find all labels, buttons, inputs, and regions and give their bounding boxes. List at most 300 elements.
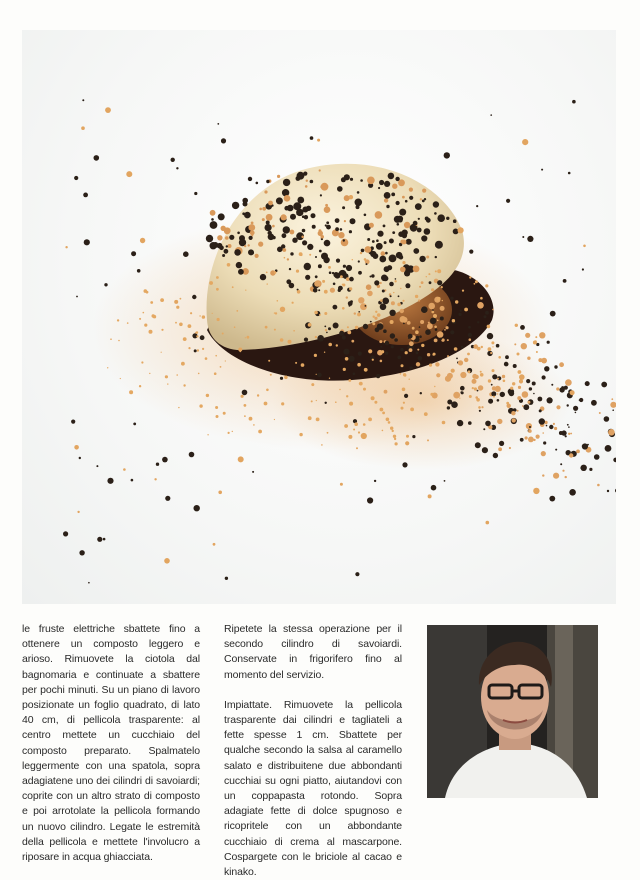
crumb	[415, 295, 418, 298]
crumb	[382, 412, 385, 415]
crumb	[364, 214, 367, 217]
crumb	[276, 197, 283, 204]
crumb	[342, 206, 345, 209]
crumb	[611, 398, 613, 400]
crumb	[419, 286, 421, 288]
crumb	[250, 230, 255, 235]
crumb	[350, 178, 353, 181]
crumb	[283, 179, 290, 186]
crumb	[397, 223, 400, 226]
crumb	[406, 239, 412, 245]
crumb	[390, 427, 393, 430]
crumb	[477, 302, 484, 309]
crumb	[434, 339, 438, 343]
crumb	[421, 235, 427, 241]
crumb	[249, 236, 253, 240]
crumb	[84, 239, 90, 245]
crumb	[253, 424, 255, 426]
crumb	[339, 331, 344, 336]
crumb	[329, 378, 330, 379]
crumb	[503, 380, 506, 383]
crumb	[564, 386, 568, 390]
crumb	[477, 390, 479, 392]
crumb	[424, 228, 431, 235]
crumb	[296, 176, 301, 181]
crumb	[345, 357, 349, 361]
crumb	[374, 280, 379, 285]
crumb	[437, 320, 439, 322]
crumb	[333, 283, 336, 286]
crumb	[397, 303, 401, 307]
crumb	[409, 348, 413, 352]
crumb	[427, 323, 433, 329]
crumb	[218, 491, 222, 495]
crumb	[349, 287, 352, 290]
crumb	[228, 432, 230, 434]
crumb	[492, 309, 494, 311]
crumb	[341, 177, 346, 182]
crumb	[192, 295, 196, 299]
crumb	[375, 211, 383, 219]
crumb	[491, 384, 493, 386]
crumb	[379, 180, 384, 185]
crumb	[366, 284, 372, 290]
crumb	[506, 199, 510, 203]
crumb	[512, 382, 515, 385]
crumb	[198, 373, 200, 375]
crumb	[539, 409, 542, 412]
crumb	[535, 336, 537, 338]
crumb	[221, 138, 226, 143]
crumb	[194, 349, 197, 352]
crumb	[315, 275, 318, 278]
crumb	[517, 396, 521, 400]
crumb	[582, 268, 584, 270]
crumb	[451, 369, 455, 373]
crumb	[332, 272, 334, 274]
crumb	[252, 471, 254, 473]
crumb	[413, 221, 418, 226]
crumb	[433, 353, 436, 356]
crumb	[225, 577, 228, 580]
crumb	[381, 275, 388, 282]
crumb	[268, 201, 273, 206]
crumb	[365, 246, 372, 253]
crumb	[350, 218, 356, 224]
crumb	[212, 313, 213, 314]
crumb	[400, 309, 404, 313]
crumb	[527, 401, 530, 404]
crumb	[139, 385, 141, 387]
crumb	[554, 365, 557, 368]
crumb	[440, 317, 444, 321]
crumb	[324, 352, 325, 353]
crumb	[389, 255, 397, 263]
crumb	[434, 326, 437, 329]
crumb	[358, 271, 362, 275]
crumb	[393, 292, 394, 293]
crumb	[402, 261, 405, 264]
crumb	[515, 324, 518, 327]
dessert-photo	[22, 30, 616, 604]
crumb	[149, 330, 153, 334]
crumb	[161, 329, 163, 331]
crumb	[512, 418, 516, 422]
crumb	[110, 338, 112, 340]
crumb	[240, 351, 242, 353]
crumb	[333, 305, 338, 310]
crumb	[415, 330, 419, 334]
crumb	[224, 249, 229, 254]
crumb	[197, 349, 199, 351]
crumb	[370, 276, 372, 278]
crumb	[349, 277, 354, 282]
crumb	[117, 319, 119, 321]
crumb	[499, 441, 504, 446]
crumb	[325, 402, 327, 404]
crumb	[407, 321, 411, 325]
crumb	[384, 181, 390, 187]
crumb	[81, 126, 85, 130]
crumb	[304, 338, 308, 342]
crumb	[313, 288, 318, 293]
crumb	[318, 264, 322, 268]
crumb	[404, 374, 407, 377]
crumb	[328, 266, 331, 269]
crumb	[348, 379, 351, 382]
crumb	[358, 311, 360, 313]
crumb	[559, 362, 564, 367]
crumb	[321, 253, 328, 260]
crumb	[437, 214, 445, 222]
crumb	[358, 431, 360, 433]
crumb	[532, 382, 536, 386]
crumb	[554, 427, 557, 430]
crumb	[274, 312, 275, 313]
crumb	[553, 423, 555, 425]
crumb	[370, 321, 372, 323]
crumb	[371, 396, 375, 400]
crumb	[247, 336, 250, 339]
crumb	[452, 319, 455, 322]
crumb	[248, 244, 250, 246]
crumb	[384, 390, 388, 394]
crumb	[415, 203, 422, 210]
crumb	[347, 326, 349, 328]
crumb	[440, 306, 445, 311]
crumb	[361, 249, 365, 253]
crumb	[311, 400, 313, 402]
crumb	[517, 353, 520, 356]
crumb	[262, 218, 265, 221]
crumb	[380, 299, 383, 302]
crumb	[378, 187, 380, 189]
crumb	[183, 251, 189, 257]
crumb	[335, 227, 339, 231]
crumb	[453, 219, 457, 223]
crumb	[372, 322, 375, 325]
crumb	[237, 232, 240, 235]
crumb	[460, 310, 462, 312]
crumb	[442, 300, 443, 301]
crumb	[605, 445, 612, 452]
crumb	[477, 321, 479, 323]
crumb	[431, 311, 434, 314]
crumb	[202, 315, 205, 318]
crumb	[248, 177, 252, 181]
crumb	[302, 215, 305, 218]
crumb	[487, 325, 491, 329]
crumb	[427, 439, 429, 441]
crumb	[607, 490, 609, 492]
crumb	[343, 239, 345, 241]
crumb	[295, 362, 297, 364]
crumb	[422, 189, 426, 193]
crumb	[206, 394, 209, 397]
crumb	[480, 297, 483, 300]
crumb	[565, 379, 572, 386]
crumb	[123, 468, 126, 471]
crumb	[176, 374, 178, 376]
crumb	[485, 421, 491, 427]
crumb	[533, 393, 535, 395]
crumb	[339, 389, 340, 390]
crumb	[522, 236, 524, 238]
crumb	[220, 366, 222, 368]
crumb	[476, 205, 478, 207]
crumb	[480, 371, 482, 373]
crumb	[71, 420, 75, 424]
crumb	[206, 235, 213, 242]
crumb	[536, 435, 540, 439]
crumb	[270, 374, 272, 376]
crumb	[418, 218, 420, 220]
crumb	[482, 447, 488, 453]
crumb	[403, 323, 405, 325]
crumb	[308, 416, 312, 420]
crumb	[277, 300, 279, 302]
crumb	[280, 338, 284, 342]
crumb	[216, 276, 219, 279]
crumb	[377, 313, 381, 317]
crumb	[383, 329, 387, 333]
crumb	[190, 312, 192, 314]
crumb	[475, 442, 481, 448]
crumb	[522, 405, 524, 407]
crumb	[538, 397, 543, 402]
crumb	[244, 212, 251, 219]
crumb	[232, 286, 234, 288]
crumb	[363, 388, 366, 391]
crumb	[188, 324, 192, 328]
crumb	[419, 256, 425, 262]
crumb	[526, 423, 532, 429]
crumb	[513, 364, 517, 368]
crumb	[382, 298, 389, 305]
crumb	[435, 256, 437, 258]
crumb	[311, 383, 314, 386]
crumb	[569, 453, 573, 457]
crumb	[430, 393, 433, 396]
crumb	[426, 256, 429, 259]
crumb	[409, 196, 413, 200]
crumb	[293, 202, 301, 210]
crumb	[468, 370, 471, 373]
crumb	[74, 176, 78, 180]
chef-illustration	[427, 625, 598, 798]
crumb	[335, 401, 337, 403]
crumb	[217, 123, 219, 125]
crumb	[522, 139, 528, 145]
crumb	[380, 304, 387, 311]
crumb	[544, 366, 549, 371]
crumb	[394, 280, 396, 282]
crumb	[321, 444, 323, 446]
crumb	[311, 213, 316, 218]
crumb	[88, 582, 90, 584]
crumb	[150, 301, 153, 304]
crumb	[417, 349, 419, 351]
crumb	[284, 195, 291, 202]
crumb	[358, 297, 364, 303]
crumb	[94, 155, 100, 161]
crumb	[305, 275, 310, 280]
crumb	[395, 278, 397, 280]
crumb	[405, 441, 409, 445]
crumb	[222, 254, 225, 257]
crumb	[441, 286, 443, 288]
crumb	[238, 269, 244, 275]
crumb	[485, 311, 489, 315]
crumb	[450, 330, 454, 334]
crumb	[131, 251, 136, 256]
crumb	[361, 433, 367, 439]
crumb	[406, 435, 409, 438]
crumb	[369, 223, 374, 228]
crumb	[120, 378, 121, 379]
crumb	[541, 451, 546, 456]
crumb	[179, 323, 183, 327]
crumb	[277, 175, 280, 178]
crumb	[300, 253, 303, 256]
crumb	[421, 344, 424, 347]
crumb	[413, 248, 419, 254]
crumb	[384, 192, 391, 199]
crumb	[397, 356, 401, 360]
crumb	[272, 225, 275, 228]
crumb	[310, 136, 314, 140]
crumb	[567, 404, 569, 406]
crumb	[497, 419, 502, 424]
crumb	[428, 273, 430, 275]
crumb	[374, 401, 377, 404]
crumb	[217, 318, 220, 321]
crumb	[428, 494, 432, 498]
crumb	[79, 457, 81, 459]
crumb	[426, 218, 431, 223]
crumb	[420, 320, 424, 324]
crumb	[610, 402, 616, 408]
crumb	[390, 295, 392, 297]
crumb	[266, 214, 273, 221]
crumb	[511, 411, 515, 415]
crumb	[297, 290, 301, 294]
crumb	[314, 311, 318, 315]
crumb	[570, 390, 575, 395]
crumb	[394, 338, 398, 342]
crumb	[377, 231, 383, 237]
crumb	[216, 415, 219, 418]
crumb	[315, 256, 317, 258]
crumb	[597, 484, 600, 487]
crumb	[572, 100, 576, 104]
crumb	[282, 233, 287, 238]
crumb	[360, 252, 362, 254]
crumb	[149, 373, 150, 374]
crumb	[528, 437, 534, 443]
crumb	[589, 468, 592, 471]
crumb	[105, 107, 111, 113]
crumb	[469, 395, 472, 398]
crumb	[464, 358, 468, 362]
crumb	[289, 268, 291, 270]
crumb	[137, 269, 141, 273]
crumb	[360, 303, 367, 310]
crumb	[393, 435, 396, 438]
crumb	[154, 478, 156, 480]
crumb	[549, 425, 553, 429]
crumb	[520, 438, 524, 442]
crumb	[546, 425, 548, 427]
crumb	[232, 431, 233, 432]
crumb	[479, 410, 481, 412]
crumb	[433, 314, 437, 318]
crumb	[301, 363, 305, 367]
crumb	[347, 331, 351, 335]
crumb	[428, 322, 430, 324]
crumb	[210, 210, 216, 216]
crumb	[416, 362, 420, 366]
crumb	[97, 537, 102, 542]
crumb	[403, 233, 406, 236]
crumb	[365, 305, 367, 307]
crumb	[287, 258, 289, 260]
crumb	[536, 351, 538, 353]
crumb	[424, 412, 428, 416]
crumb	[599, 412, 601, 414]
crumb	[374, 317, 377, 320]
crumb	[251, 251, 254, 254]
crumb	[371, 274, 374, 277]
crumb	[402, 317, 408, 323]
crumb	[437, 269, 441, 273]
crumb	[349, 195, 353, 199]
crumb	[353, 429, 355, 431]
crumb	[340, 228, 343, 231]
crumb	[214, 372, 217, 375]
crumb	[326, 225, 331, 230]
crumb	[268, 360, 270, 362]
crumb	[296, 213, 298, 215]
crumb	[591, 400, 597, 406]
crumb	[274, 329, 276, 331]
crumb	[401, 407, 404, 410]
crumb	[262, 207, 266, 211]
crumb	[400, 240, 404, 244]
crumb	[351, 340, 354, 343]
crumb	[413, 266, 420, 273]
crumb	[445, 326, 448, 329]
